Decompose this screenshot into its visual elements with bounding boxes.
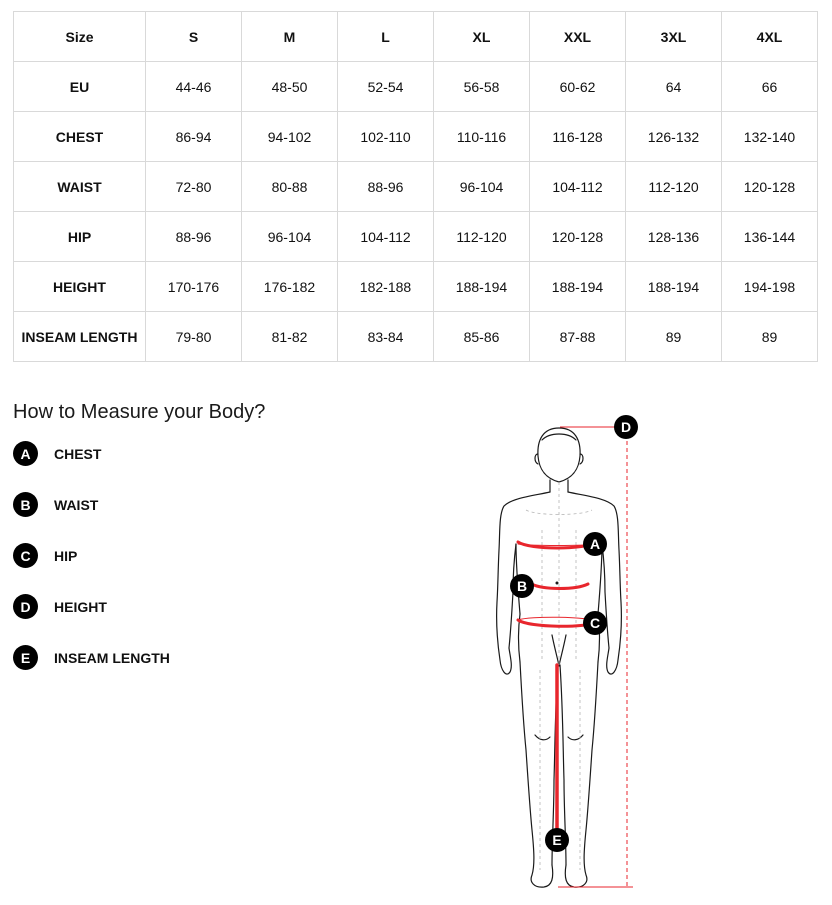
table-cell: 112-120: [626, 162, 722, 212]
table-cell: 182-188: [338, 262, 434, 312]
body-figure-illustration: [480, 410, 650, 892]
table-cell: 66: [722, 62, 818, 112]
waist-measure-line: [532, 584, 588, 589]
legend-badge: B: [13, 492, 38, 517]
size-header-row: [14, 12, 818, 62]
table-cell: 194-198: [722, 262, 818, 312]
legend-badge: A: [13, 441, 38, 466]
table-cell: 128-136: [626, 212, 722, 262]
legend-item-height: [13, 594, 170, 619]
table-cell: 79-80: [146, 312, 242, 362]
legend-badge: D: [13, 594, 38, 619]
table-cell: 85-86: [434, 312, 530, 362]
table-row: [14, 212, 818, 262]
table-cell: 80-88: [242, 162, 338, 212]
marker-a-label: A: [589, 536, 601, 552]
table-cell: 94-102: [242, 112, 338, 162]
table-cell: 89: [626, 312, 722, 362]
size-header-label: Size: [14, 12, 146, 62]
size-header-cell: L: [338, 12, 434, 62]
table-cell: 72-80: [146, 162, 242, 212]
legend-item-waist: [13, 492, 170, 517]
marker-c: [583, 611, 607, 635]
table-cell: 112-120: [434, 212, 530, 262]
table-cell: 88-96: [338, 162, 434, 212]
table-cell: 87-88: [530, 312, 626, 362]
legend-badge: C: [13, 543, 38, 568]
table-cell: 102-110: [338, 112, 434, 162]
table-row: [14, 112, 818, 162]
marker-d-label: D: [620, 419, 632, 435]
marker-e-label: E: [552, 832, 562, 848]
legend-label: HIP: [54, 547, 78, 564]
guide-lines: [526, 482, 592, 870]
size-header-cell: M: [242, 12, 338, 62]
table-cell: 81-82: [242, 312, 338, 362]
legend-label: INSEAM LENGTH: [54, 649, 170, 666]
legend-label: WAIST: [54, 496, 99, 513]
table-cell: 86-94: [146, 112, 242, 162]
size-header-cell: XXL: [530, 12, 626, 62]
table-cell: 60-62: [530, 62, 626, 112]
size-header-cell: 3XL: [626, 12, 722, 62]
table-cell: 120-128: [530, 212, 626, 262]
table-cell: 83-84: [338, 312, 434, 362]
table-cell: 48-50: [242, 62, 338, 112]
size-chart-table: [13, 11, 818, 362]
table-cell: 96-104: [242, 212, 338, 262]
size-header-cell: S: [146, 12, 242, 62]
table-cell: 52-54: [338, 62, 434, 112]
table-cell: 136-144: [722, 212, 818, 262]
table-cell: 88-96: [146, 212, 242, 262]
table-cell: 44-46: [146, 62, 242, 112]
table-cell: 64: [626, 62, 722, 112]
table-cell: 188-194: [434, 262, 530, 312]
row-label: INSEAM LENGTH: [14, 312, 146, 362]
table-cell: 89: [722, 312, 818, 362]
row-label: WAIST: [14, 162, 146, 212]
table-cell: 110-116: [434, 112, 530, 162]
table-cell: 188-194: [530, 262, 626, 312]
marker-b: [510, 574, 534, 598]
legend-item-chest: [13, 441, 170, 466]
table-row: [14, 162, 818, 212]
table-cell: 132-140: [722, 112, 818, 162]
legend-item-inseam-length: [13, 645, 170, 670]
table-cell: 126-132: [626, 112, 722, 162]
size-header-cell: 4XL: [722, 12, 818, 62]
legend-badge: E: [13, 645, 38, 670]
table-cell: 56-58: [434, 62, 530, 112]
table-cell: 120-128: [722, 162, 818, 212]
marker-b-label: B: [516, 578, 528, 594]
row-label: CHEST: [14, 112, 146, 162]
legend-item-hip: [13, 543, 170, 568]
legend-label: HEIGHT: [54, 598, 107, 615]
measure-title: How to Measure your Body?: [13, 401, 266, 423]
marker-a: [583, 532, 607, 556]
row-label: HIP: [14, 212, 146, 262]
table-cell: 104-112: [338, 212, 434, 262]
table-row: [14, 62, 818, 112]
size-header-cell: XL: [434, 12, 530, 62]
marker-c-label: C: [589, 615, 601, 631]
table-row: [14, 312, 818, 362]
row-label: HEIGHT: [14, 262, 146, 312]
marker-d: [614, 415, 638, 439]
legend-label: CHEST: [54, 445, 102, 462]
navel-mark: [556, 582, 559, 585]
table-cell: 170-176: [146, 262, 242, 312]
measure-legend: [13, 441, 170, 696]
table-cell: 96-104: [434, 162, 530, 212]
table-cell: 116-128: [530, 112, 626, 162]
row-label: EU: [14, 62, 146, 112]
table-cell: 188-194: [626, 262, 722, 312]
table-cell: 104-112: [530, 162, 626, 212]
marker-e: [545, 828, 569, 852]
table-row: [14, 262, 818, 312]
table-cell: 176-182: [242, 262, 338, 312]
